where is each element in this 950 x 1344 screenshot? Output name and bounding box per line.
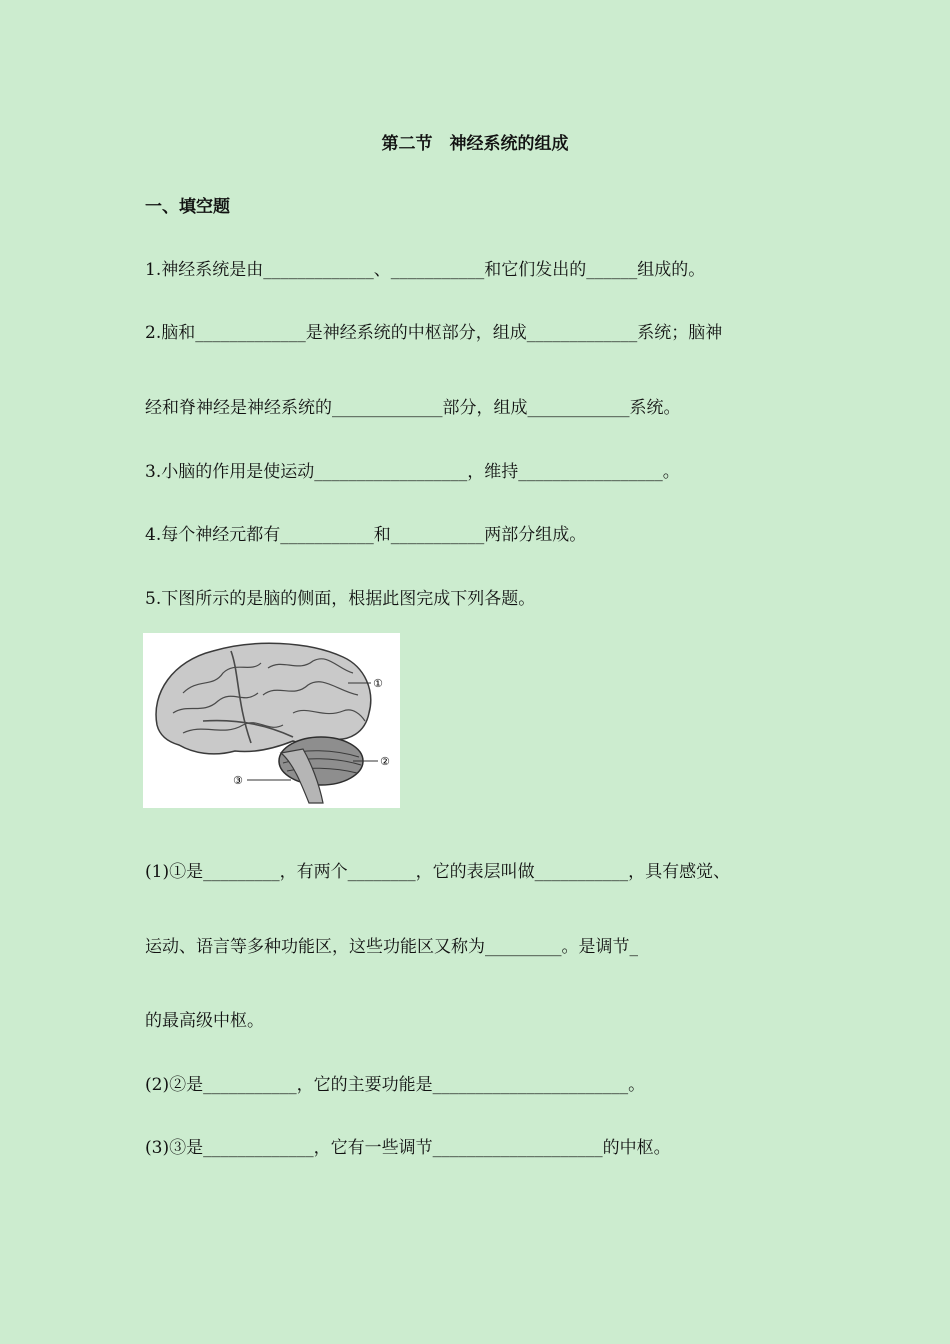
sub-question-1-line-3: 的最高级中枢。 bbox=[145, 1011, 264, 1031]
sub-question-1-line-1: (1)①是_________，有两个________，它的表层叫做___________，具有感觉、 bbox=[145, 862, 731, 882]
question-2-line-1: 2.脑和_____________是神经系统的中枢部分，组成_____________系统；脑神 bbox=[145, 323, 723, 343]
label-3: ③ bbox=[233, 774, 243, 787]
question-2-line-2: 经和脊神经是神经系统的_____________部分，组成____________系统。 bbox=[145, 398, 681, 418]
sub-question-2: (2)②是___________，它的主要功能是_______________________。 bbox=[145, 1075, 646, 1095]
question-1: 1.神经系统是由_____________、___________和它们发出的______组成的。 bbox=[145, 260, 706, 280]
label-1: ① bbox=[373, 677, 383, 690]
brain-figure bbox=[143, 633, 400, 808]
cerebrum-shape bbox=[156, 643, 371, 754]
sub-question-3: (3)③是_____________，它有一些调节____________________的中枢。 bbox=[145, 1138, 671, 1158]
sub-question-1-line-2: 运动、语言等多种功能区，这些功能区又称为_________。是调节_ bbox=[145, 937, 638, 957]
question-3: 3.小脑的作用是使运动__________________，维持_________________。 bbox=[145, 462, 680, 482]
section-heading: 一、填空题 bbox=[145, 197, 230, 217]
page-title: 第二节 神经系统的组成 bbox=[381, 134, 569, 154]
label-2: ② bbox=[380, 755, 390, 768]
question-4: 4.每个神经元都有___________和___________两部分组成。 bbox=[145, 525, 587, 545]
question-5: 5.下图所示的是脑的侧面，根据此图完成下列各题。 bbox=[145, 589, 536, 609]
